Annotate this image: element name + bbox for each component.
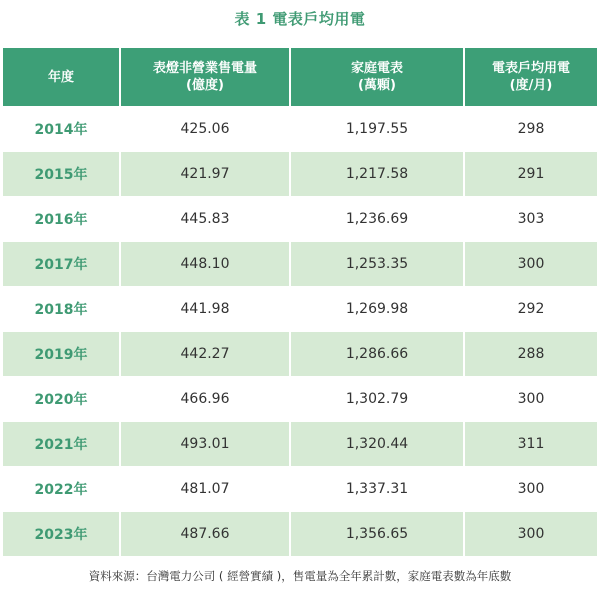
cell-sales: 493.01 <box>120 422 290 467</box>
cell-year: 2015年 <box>3 152 120 197</box>
cell-year: 2018年 <box>3 287 120 332</box>
table-title: 表 1 電表戶均用電 <box>234 10 366 28</box>
table-row <box>3 197 597 242</box>
header-sales <box>120 48 290 107</box>
cell-year: 2014年 <box>3 107 120 152</box>
table-row <box>3 152 597 197</box>
header-meters <box>290 48 464 107</box>
cell-meters: 1,337.31 <box>290 467 464 512</box>
header-avg-label: 電表戶均用電 <box>491 61 570 76</box>
header-row <box>3 48 597 107</box>
cell-avg: 298 <box>464 107 597 152</box>
cell-sales: 441.98 <box>120 287 290 332</box>
cell-meters: 1,320.44 <box>290 422 464 467</box>
cell-avg: 291 <box>464 152 597 197</box>
cell-meters: 1,302.79 <box>290 377 464 422</box>
cell-sales: 445.83 <box>120 197 290 242</box>
header-year <box>3 48 120 107</box>
header-avg-unit: (度/月) <box>509 78 553 93</box>
cell-meters: 1,197.55 <box>290 107 464 152</box>
table-row <box>3 512 597 557</box>
header-sales-label: 表燈非營業售電量 <box>152 61 257 76</box>
table-row <box>3 287 597 332</box>
cell-meters: 1,269.98 <box>290 287 464 332</box>
table-row <box>3 332 597 377</box>
cell-year: 2016年 <box>3 197 120 242</box>
cell-avg: 300 <box>464 512 597 557</box>
cell-sales: 448.10 <box>120 242 290 287</box>
cell-year: 2017年 <box>3 242 120 287</box>
cell-year: 2019年 <box>3 332 120 377</box>
cell-meters: 1,253.35 <box>290 242 464 287</box>
header-sales-unit: (億度) <box>186 78 224 93</box>
header-meters-label: 家庭電表 <box>350 61 403 76</box>
cell-avg: 311 <box>464 422 597 467</box>
cell-year: 2021年 <box>3 422 120 467</box>
cell-avg: 300 <box>464 377 597 422</box>
table-row <box>3 242 597 287</box>
table-row <box>3 107 597 152</box>
table-row <box>3 467 597 512</box>
cell-avg: 292 <box>464 287 597 332</box>
cell-sales: 487.66 <box>120 512 290 557</box>
cell-sales: 466.96 <box>120 377 290 422</box>
table-row <box>3 377 597 422</box>
header-avg <box>464 48 597 107</box>
cell-avg: 303 <box>464 197 597 242</box>
table-row <box>3 422 597 467</box>
cell-avg: 300 <box>464 242 597 287</box>
cell-avg: 288 <box>464 332 597 377</box>
header-year-label: 年度 <box>47 69 74 85</box>
cell-meters: 1,286.66 <box>290 332 464 377</box>
cell-year: 2020年 <box>3 377 120 422</box>
cell-sales: 481.07 <box>120 467 290 512</box>
cell-year: 2023年 <box>3 512 120 557</box>
cell-year: 2022年 <box>3 467 120 512</box>
cell-meters: 1,236.69 <box>290 197 464 242</box>
cell-meters: 1,356.65 <box>290 512 464 557</box>
header-meters-unit: (萬顆) <box>358 78 396 93</box>
electricity-usage-table <box>3 48 597 556</box>
source-footnote: 資料來源：台灣電力公司 ( 經營實績 )，售電量為全年累計數，家庭電表數為年底數 <box>88 569 512 583</box>
cell-sales: 442.27 <box>120 332 290 377</box>
cell-meters: 1,217.58 <box>290 152 464 197</box>
cell-avg: 300 <box>464 467 597 512</box>
cell-sales: 421.97 <box>120 152 290 197</box>
cell-sales: 425.06 <box>120 107 290 152</box>
